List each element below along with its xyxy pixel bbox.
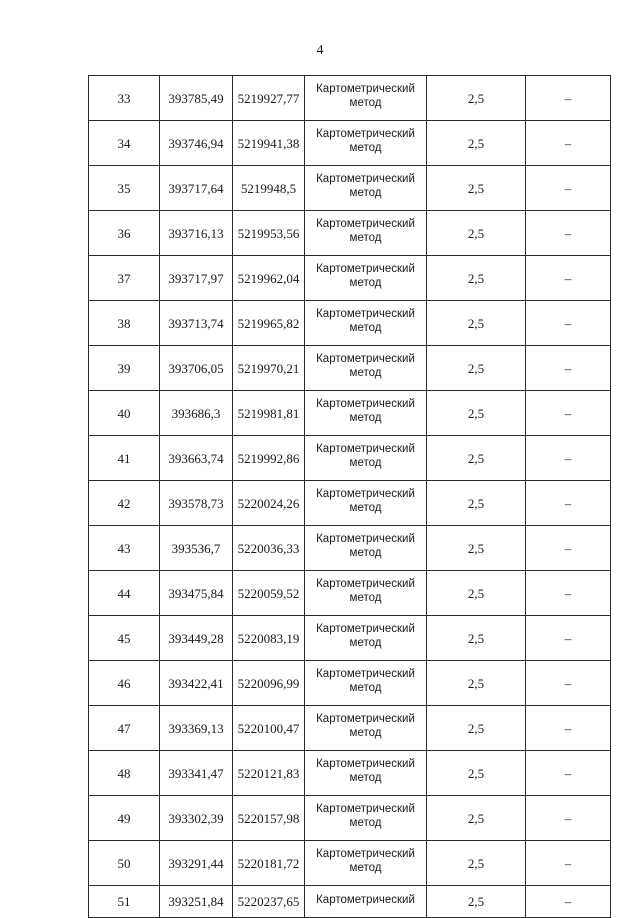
method-cell [305, 751, 427, 796]
table-row [89, 436, 611, 481]
description-cell: – [526, 346, 611, 391]
table-row [89, 706, 611, 751]
method-line-1: Картометрический [316, 263, 415, 275]
point-number-cell: 40 [89, 391, 160, 436]
method-cell [305, 301, 427, 346]
y-coordinate-cell: 5220024,26 [233, 481, 305, 526]
x-coordinate-cell: 393706,05 [160, 346, 233, 391]
x-coordinate-cell: 393578,73 [160, 481, 233, 526]
method-line-1: Картометрический [316, 443, 415, 455]
point-number-cell: 43 [89, 526, 160, 571]
method-line-1: Картометрический [316, 848, 415, 860]
description-cell: – [526, 211, 611, 256]
table-row [89, 166, 611, 211]
method-line-2: метод [349, 232, 382, 244]
coordinates-table-body [89, 76, 611, 918]
precision-cell: 2,5 [427, 841, 526, 886]
table-row [89, 526, 611, 571]
y-coordinate-cell: 5219953,56 [233, 211, 305, 256]
method-line-1: Картометрический [316, 668, 415, 680]
method-line-1: Картометрический [316, 83, 415, 95]
table-row [89, 571, 611, 616]
table-row [89, 301, 611, 346]
precision-cell: 2,5 [427, 796, 526, 841]
method-cell [305, 886, 427, 918]
precision-cell: 2,5 [427, 571, 526, 616]
table-row [89, 346, 611, 391]
x-coordinate-cell: 393663,74 [160, 436, 233, 481]
x-coordinate-cell: 393717,97 [160, 256, 233, 301]
point-number-cell: 51 [89, 886, 160, 918]
method-line-2: метод [349, 817, 382, 829]
method-line-1: Картометрический [316, 488, 415, 500]
y-coordinate-cell: 5219941,38 [233, 121, 305, 166]
table-row [89, 796, 611, 841]
y-coordinate-cell: 5220237,65 [233, 886, 305, 918]
x-coordinate-cell: 393341,47 [160, 751, 233, 796]
table-row [89, 841, 611, 886]
description-cell: – [526, 796, 611, 841]
precision-cell: 2,5 [427, 436, 526, 481]
method-cell [305, 706, 427, 751]
method-line-1: Картометрический [316, 353, 415, 365]
method-cell [305, 166, 427, 211]
precision-cell: 2,5 [427, 661, 526, 706]
method-line-1: Картометрический [316, 803, 415, 815]
description-cell: – [526, 751, 611, 796]
y-coordinate-cell: 5220121,83 [233, 751, 305, 796]
description-cell: – [526, 706, 611, 751]
table-row [89, 481, 611, 526]
method-line-1: Картометрический [316, 758, 415, 770]
method-cell [305, 571, 427, 616]
y-coordinate-cell: 5220157,98 [233, 796, 305, 841]
method-line-2: метод [349, 682, 382, 694]
y-coordinate-cell: 5219962,04 [233, 256, 305, 301]
point-number-cell: 45 [89, 616, 160, 661]
method-line-1: Картометрический [316, 893, 415, 906]
x-coordinate-cell: 393716,13 [160, 211, 233, 256]
method-cell [305, 391, 427, 436]
point-number-cell: 38 [89, 301, 160, 346]
x-coordinate-cell: 393746,94 [160, 121, 233, 166]
method-line-2: метод [349, 142, 382, 154]
table-row [89, 76, 611, 121]
method-cell [305, 256, 427, 301]
method-line-1: Картометрический [316, 713, 415, 725]
precision-cell: 2,5 [427, 76, 526, 121]
method-line-1: Картометрический [316, 578, 415, 590]
point-number-cell: 48 [89, 751, 160, 796]
precision-cell: 2,5 [427, 526, 526, 571]
y-coordinate-cell: 5220096,99 [233, 661, 305, 706]
method-line-2: метод [349, 502, 382, 514]
method-cell [305, 661, 427, 706]
y-coordinate-cell: 5220100,47 [233, 706, 305, 751]
method-line-2: метод [349, 592, 382, 604]
precision-cell: 2,5 [427, 121, 526, 166]
table-row [89, 256, 611, 301]
method-line-2: метод [349, 772, 382, 784]
point-number-cell: 46 [89, 661, 160, 706]
method-line-1: Картометрический [316, 128, 415, 140]
page-number: 4 [316, 43, 324, 58]
table-row [89, 661, 611, 706]
method-line-2: метод [349, 367, 382, 379]
point-number-cell: 35 [89, 166, 160, 211]
x-coordinate-cell: 393291,44 [160, 841, 233, 886]
point-number-cell: 39 [89, 346, 160, 391]
description-cell: – [526, 526, 611, 571]
method-cell [305, 346, 427, 391]
y-coordinate-cell: 5219970,21 [233, 346, 305, 391]
precision-cell: 2,5 [427, 706, 526, 751]
description-cell: – [526, 121, 611, 166]
method-line-1: Картометрический [316, 623, 415, 635]
precision-cell: 2,5 [427, 301, 526, 346]
point-number-cell: 33 [89, 76, 160, 121]
description-cell: – [526, 301, 611, 346]
method-cell [305, 526, 427, 571]
description-cell: – [526, 886, 611, 918]
x-coordinate-cell: 393686,3 [160, 391, 233, 436]
method-cell [305, 211, 427, 256]
method-line-1: Картометрический [316, 218, 415, 230]
point-number-cell: 50 [89, 841, 160, 886]
method-line-2: метод [349, 97, 382, 109]
point-number-cell: 42 [89, 481, 160, 526]
table-row [89, 616, 611, 661]
precision-cell: 2,5 [427, 751, 526, 796]
method-cell [305, 616, 427, 661]
precision-cell: 2,5 [427, 616, 526, 661]
method-cell [305, 796, 427, 841]
method-line-1: Картометрический [316, 533, 415, 545]
method-line-2: метод [349, 637, 382, 649]
method-line-2: метод [349, 322, 382, 334]
coordinates-table [88, 75, 611, 918]
description-cell: – [526, 661, 611, 706]
method-line-2: метод [349, 727, 382, 739]
point-number-cell: 37 [89, 256, 160, 301]
x-coordinate-cell: 393717,64 [160, 166, 233, 211]
method-line-2: метод [349, 277, 382, 289]
description-cell: – [526, 391, 611, 436]
precision-cell: 2,5 [427, 346, 526, 391]
description-cell: – [526, 571, 611, 616]
method-cell [305, 481, 427, 526]
y-coordinate-cell: 5219981,81 [233, 391, 305, 436]
precision-cell: 2,5 [427, 886, 526, 918]
y-coordinate-cell: 5219965,82 [233, 301, 305, 346]
point-number-cell: 41 [89, 436, 160, 481]
method-cell [305, 841, 427, 886]
method-line-2: метод [349, 862, 382, 874]
y-coordinate-cell: 5220036,33 [233, 526, 305, 571]
point-number-cell: 44 [89, 571, 160, 616]
method-cell [305, 121, 427, 166]
point-number-cell: 49 [89, 796, 160, 841]
y-coordinate-cell: 5220083,19 [233, 616, 305, 661]
method-line-1: Картометрический [316, 308, 415, 320]
y-coordinate-cell: 5219948,5 [233, 166, 305, 211]
description-cell: – [526, 166, 611, 211]
table-row [89, 121, 611, 166]
method-line-2: метод [349, 457, 382, 469]
precision-cell: 2,5 [427, 166, 526, 211]
description-cell: – [526, 256, 611, 301]
x-coordinate-cell: 393422,41 [160, 661, 233, 706]
x-coordinate-cell: 393475,84 [160, 571, 233, 616]
description-cell: – [526, 436, 611, 481]
table-row [89, 391, 611, 436]
precision-cell: 2,5 [427, 211, 526, 256]
x-coordinate-cell: 393302,39 [160, 796, 233, 841]
y-coordinate-cell: 5220059,52 [233, 571, 305, 616]
method-line-2: метод [349, 187, 382, 199]
description-cell: – [526, 841, 611, 886]
description-cell: – [526, 76, 611, 121]
x-coordinate-cell: 393369,13 [160, 706, 233, 751]
x-coordinate-cell: 393785,49 [160, 76, 233, 121]
precision-cell: 2,5 [427, 481, 526, 526]
y-coordinate-cell: 5219927,77 [233, 76, 305, 121]
point-number-cell: 47 [89, 706, 160, 751]
point-number-cell: 34 [89, 121, 160, 166]
method-line-1: Картометрический [316, 398, 415, 410]
y-coordinate-cell: 5219992,86 [233, 436, 305, 481]
x-coordinate-cell: 393536,7 [160, 526, 233, 571]
x-coordinate-cell: 393449,28 [160, 616, 233, 661]
description-cell: – [526, 481, 611, 526]
method-line-1: Картометрический [316, 173, 415, 185]
precision-cell: 2,5 [427, 391, 526, 436]
table-row [89, 886, 611, 918]
description-cell: – [526, 616, 611, 661]
table-row [89, 211, 611, 256]
method-cell [305, 436, 427, 481]
x-coordinate-cell: 393713,74 [160, 301, 233, 346]
method-cell [305, 76, 427, 121]
y-coordinate-cell: 5220181,72 [233, 841, 305, 886]
table-row [89, 751, 611, 796]
method-line-2: метод [349, 412, 382, 424]
point-number-cell: 36 [89, 211, 160, 256]
x-coordinate-cell: 393251,84 [160, 886, 233, 918]
precision-cell: 2,5 [427, 256, 526, 301]
method-line-2: метод [349, 547, 382, 559]
